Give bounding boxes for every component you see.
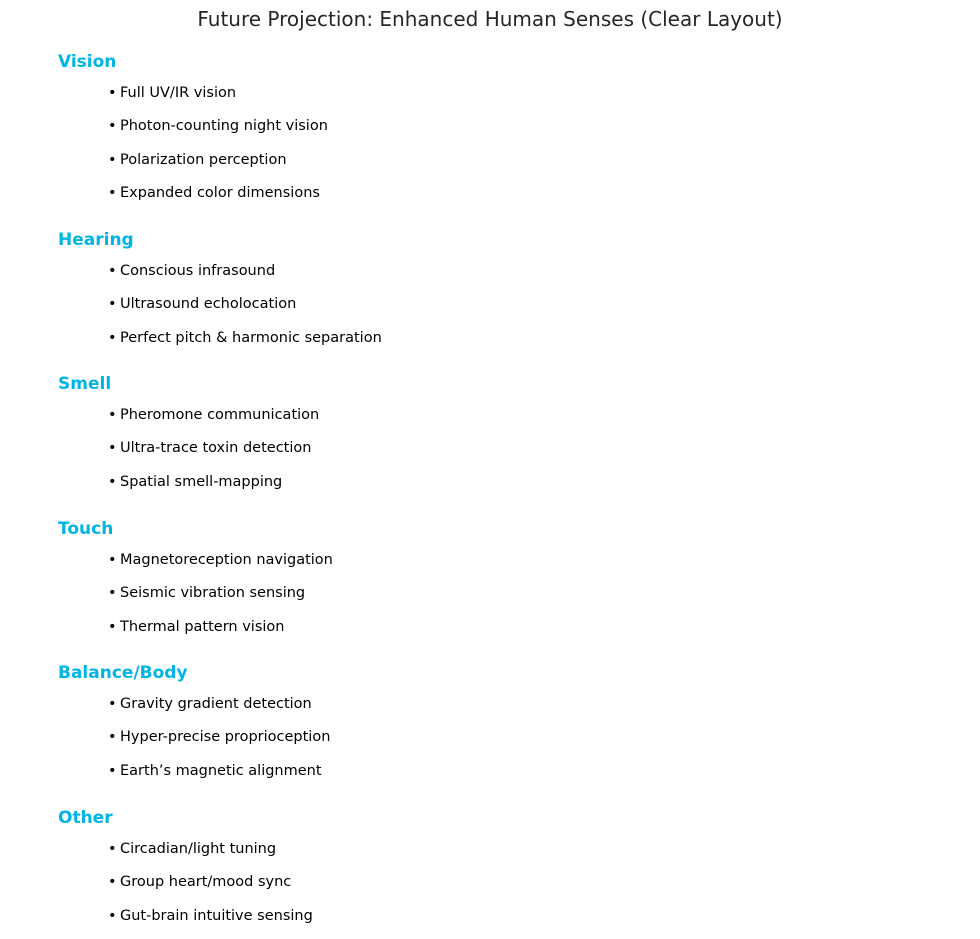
section-touch <box>58 518 333 650</box>
list-item-label: Conscious infrasound <box>120 263 276 279</box>
section-balance-body <box>58 662 330 794</box>
list-item <box>58 617 333 650</box>
list-item-label: Expanded color dimensions <box>120 185 320 202</box>
list-item <box>58 183 328 216</box>
list-item-label: Perfect pitch & harmonic separation <box>120 329 382 346</box>
list-item-label: Spatial smell-mapping <box>120 473 283 490</box>
bullet-icon: • <box>108 185 117 202</box>
list-item-label: Gut-brain intuitive sensing <box>120 907 313 924</box>
list-item-label: Full UV/IR vision <box>120 85 237 101</box>
list-item <box>58 839 313 872</box>
bullet-icon: • <box>108 151 117 168</box>
bullet-icon: • <box>108 729 117 746</box>
list-item <box>58 583 333 616</box>
list-item <box>58 872 313 905</box>
list-item <box>58 261 382 294</box>
list-item <box>58 405 319 438</box>
bullet-icon: • <box>108 440 117 457</box>
list-item-label: Thermal pattern vision <box>120 618 285 635</box>
bullet-icon: • <box>108 118 117 135</box>
section-heading: Other <box>58 808 113 828</box>
list-item-label: Polarization perception <box>120 151 287 168</box>
list-item <box>58 150 328 183</box>
list-item-label: Seismic vibration sensing <box>120 585 306 602</box>
section-vision <box>58 51 328 217</box>
item-list <box>58 405 319 505</box>
bullet-icon: • <box>108 552 117 568</box>
list-item <box>58 761 330 794</box>
bullet-icon: • <box>108 296 117 313</box>
list-item <box>58 328 382 361</box>
section-hearing <box>58 229 382 361</box>
section-smell <box>58 373 319 505</box>
bullet-icon: • <box>108 762 117 779</box>
list-item <box>58 727 330 760</box>
item-list <box>58 839 313 939</box>
list-item <box>58 438 319 471</box>
list-item <box>58 550 333 583</box>
list-item <box>58 294 382 327</box>
section-heading: Smell <box>58 374 112 394</box>
bullet-icon: • <box>108 841 117 857</box>
bullet-icon: • <box>108 407 117 423</box>
section-heading: Hearing <box>58 230 134 250</box>
list-item-label: Magnetoreception navigation <box>120 552 333 568</box>
list-item-label: Photon-counting night vision <box>120 118 328 135</box>
list-item-label: Circadian/light tuning <box>120 841 277 857</box>
list-item-label: Ultrasound echolocation <box>120 296 297 313</box>
bullet-icon: • <box>108 907 117 924</box>
bullet-icon: • <box>108 585 117 602</box>
list-item <box>58 694 330 727</box>
item-list <box>58 261 382 361</box>
list-item <box>58 906 313 939</box>
section-heading: Balance/Body <box>58 663 188 683</box>
bullet-icon: • <box>108 329 117 346</box>
bullet-icon: • <box>108 874 117 891</box>
list-item <box>58 83 328 116</box>
item-list <box>58 83 328 217</box>
section-other <box>58 807 313 939</box>
list-item-label: Gravity gradient detection <box>120 696 312 712</box>
bullet-icon: • <box>108 263 117 279</box>
item-list <box>58 550 333 650</box>
bullet-icon: • <box>108 85 117 101</box>
bullet-icon: • <box>108 696 117 712</box>
list-item <box>58 116 328 149</box>
bullet-icon: • <box>108 618 117 635</box>
section-heading: Vision <box>58 52 117 72</box>
page-title: Future Projection: Enhanced Human Senses (Clear Layout) <box>197 7 783 31</box>
bullet-icon: • <box>108 473 117 490</box>
list-item <box>58 472 319 505</box>
item-list <box>58 694 330 794</box>
section-heading: Touch <box>58 519 114 539</box>
list-item-label: Group heart/mood sync <box>120 874 292 891</box>
list-item-label: Earth’s magnetic alignment <box>120 762 322 779</box>
list-item-label: Pheromone communication <box>120 407 320 423</box>
list-item-label: Hyper-precise proprioception <box>120 729 331 746</box>
list-item-label: Ultra-trace toxin detection <box>120 440 312 457</box>
